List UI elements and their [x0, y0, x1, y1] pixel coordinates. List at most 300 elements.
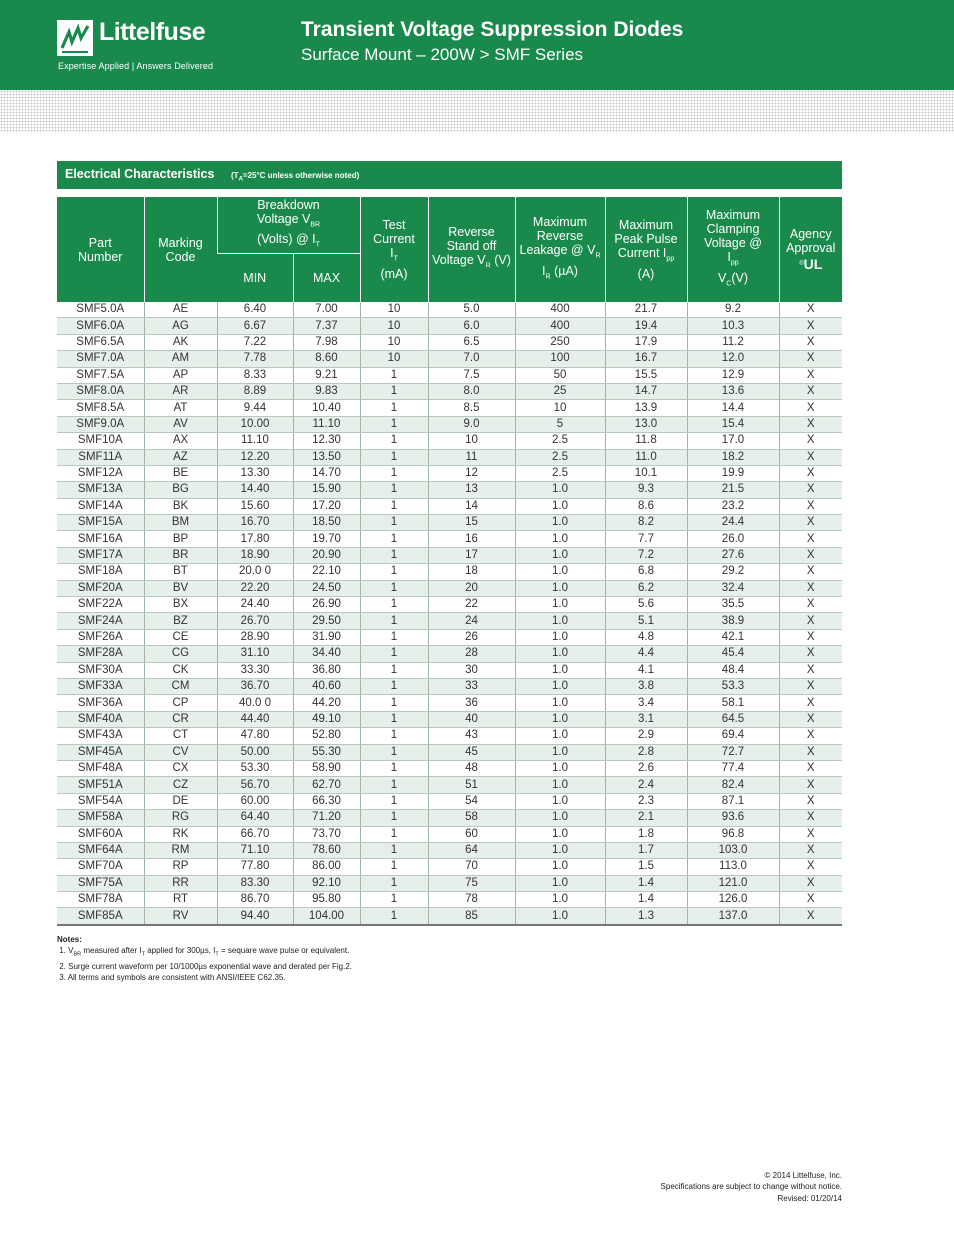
cell-test-current: 1 — [360, 908, 428, 925]
cell-clamping-voltage: 38.9 — [687, 613, 779, 629]
note-1-sub2: T — [141, 951, 145, 958]
electrical-characteristics-table — [57, 197, 842, 926]
col-leakage-line3: Leakage @ V — [519, 243, 596, 257]
cell-leakage: 1.0 — [515, 810, 605, 826]
cell-marking-code: DE — [144, 793, 217, 809]
notes — [57, 934, 352, 984]
col-clamp-line2: Clamping — [706, 222, 760, 236]
cell-leakage: 1.0 — [515, 859, 605, 875]
cell-clamping-voltage: 113.0 — [687, 859, 779, 875]
cell-leakage: 1.0 — [515, 613, 605, 629]
cell-vbr-max: 52.80 — [293, 728, 360, 744]
cell-agency: X — [779, 826, 842, 842]
col-marking-code — [144, 197, 217, 302]
col-clamp-unit: (V) — [731, 270, 749, 285]
col-peak-line2: Peak Pulse — [614, 232, 678, 247]
cell-standoff-voltage: 10 — [428, 433, 515, 449]
table-row — [57, 318, 842, 334]
col-clamp-line1: Maximum — [705, 208, 761, 222]
cell-marking-code: BM — [144, 515, 217, 531]
cell-clamping-voltage: 96.8 — [687, 826, 779, 842]
table-row — [57, 498, 842, 514]
cell-clamping-voltage: 45.4 — [687, 646, 779, 662]
cell-peak-current: 8.2 — [605, 515, 687, 531]
cell-test-current: 1 — [360, 416, 428, 432]
cell-part-number: SMF13A — [57, 482, 144, 498]
cell-clamping-voltage: 32.4 — [687, 580, 779, 596]
col-leakage-line2: Reverse — [536, 229, 584, 243]
col-test-line1: Test — [382, 218, 406, 233]
cell-leakage: 1.0 — [515, 515, 605, 531]
cell-vbr-min: 20.0 0 — [217, 564, 293, 580]
note-1-part1: 1. V — [59, 946, 74, 956]
cell-vbr-min: 6.40 — [217, 302, 293, 318]
cell-vbr-min: 66.70 — [217, 826, 293, 842]
cell-marking-code: AR — [144, 383, 217, 399]
cell-vbr-max: 17.20 — [293, 498, 360, 514]
cell-agency: X — [779, 433, 842, 449]
col-breakdown-voltage — [217, 197, 360, 254]
note-2 — [57, 961, 352, 972]
cell-vbr-max: 55.30 — [293, 744, 360, 760]
cell-test-current: 1 — [360, 842, 428, 858]
cell-clamping-voltage: 10.3 — [687, 318, 779, 334]
cell-part-number: SMF9.0A — [57, 416, 144, 432]
cell-test-current: 1 — [360, 367, 428, 383]
cell-agency: X — [779, 777, 842, 793]
cell-marking-code: CV — [144, 744, 217, 760]
table-row — [57, 646, 842, 662]
table-row — [57, 810, 842, 826]
cell-part-number: SMF78A — [57, 892, 144, 908]
col-reverse-line1: Reverse — [448, 225, 495, 240]
cell-marking-code: CK — [144, 662, 217, 678]
cell-vbr-min: 15.60 — [217, 498, 293, 514]
cell-peak-current: 9.3 — [605, 482, 687, 498]
col-clamp-sub2: C — [726, 280, 732, 287]
cell-leakage: 1.0 — [515, 564, 605, 580]
cell-agency: X — [779, 678, 842, 694]
cell-agency: X — [779, 842, 842, 858]
cell-agency: X — [779, 498, 842, 514]
cell-part-number: SMF18A — [57, 564, 144, 580]
cell-test-current: 1 — [360, 892, 428, 908]
dotted-divider — [0, 90, 954, 132]
table-row — [57, 547, 842, 563]
cell-vbr-min: 26.70 — [217, 613, 293, 629]
col-leakage-unit: (µA) — [554, 263, 578, 278]
cell-clamping-voltage: 23.2 — [687, 498, 779, 514]
cell-standoff-voltage: 28 — [428, 646, 515, 662]
condition-rest: =25°C unless otherwise noted) — [242, 171, 360, 180]
table-row — [57, 515, 842, 531]
cell-standoff-voltage: 33 — [428, 678, 515, 694]
cell-peak-current: 2.9 — [605, 728, 687, 744]
cell-peak-current: 2.8 — [605, 744, 687, 760]
cell-agency: X — [779, 383, 842, 399]
cell-part-number: SMF10A — [57, 433, 144, 449]
cell-agency: X — [779, 728, 842, 744]
col-peak-sub: pp — [666, 255, 675, 263]
cell-part-number: SMF54A — [57, 793, 144, 809]
cell-vbr-max: 20.90 — [293, 547, 360, 563]
cell-part-number: SMF11A — [57, 449, 144, 465]
cell-standoff-voltage: 16 — [428, 531, 515, 547]
table-row — [57, 482, 842, 498]
cell-vbr-min: 22.20 — [217, 580, 293, 596]
col-max-peak-pulse — [605, 197, 687, 302]
cell-marking-code: AT — [144, 400, 217, 416]
cell-test-current: 10 — [360, 334, 428, 350]
cell-clamping-voltage: 13.6 — [687, 383, 779, 399]
cell-standoff-voltage: 24 — [428, 613, 515, 629]
brand-name: Littelfuse — [99, 18, 206, 46]
cell-standoff-voltage: 8.5 — [428, 400, 515, 416]
cell-part-number: SMF33A — [57, 678, 144, 694]
cell-peak-current: 4.4 — [605, 646, 687, 662]
cell-marking-code: RM — [144, 842, 217, 858]
page-header — [0, 0, 954, 90]
cell-part-number: SMF22A — [57, 597, 144, 613]
table-row — [57, 433, 842, 449]
table-row — [57, 367, 842, 383]
cell-agency: X — [779, 744, 842, 760]
cell-vbr-min: 8.33 — [217, 367, 293, 383]
cell-agency: X — [779, 449, 842, 465]
condition-prefix: (T — [231, 171, 239, 180]
table-row — [57, 760, 842, 776]
footer-disclaimer: Specifications are subject to change without notice. — [660, 1182, 842, 1192]
table-body — [57, 302, 842, 925]
cell-vbr-max: 18.50 — [293, 515, 360, 531]
cell-leakage: 1.0 — [515, 826, 605, 842]
cell-leakage: 1.0 — [515, 498, 605, 514]
cell-agency: X — [779, 564, 842, 580]
cell-standoff-voltage: 26 — [428, 629, 515, 645]
cell-part-number: SMF8.5A — [57, 400, 144, 416]
cell-standoff-voltage: 9.0 — [428, 416, 515, 432]
cell-part-number: SMF85A — [57, 908, 144, 925]
cell-peak-current: 2.6 — [605, 760, 687, 776]
col-clamp-sub1: pp — [730, 259, 739, 267]
cell-vbr-min: 9.44 — [217, 400, 293, 416]
cell-standoff-voltage: 36 — [428, 695, 515, 711]
cell-vbr-min: 7.78 — [217, 351, 293, 367]
cell-vbr-min: 94.40 — [217, 908, 293, 925]
cell-leakage: 50 — [515, 367, 605, 383]
cell-vbr-max: 31.90 — [293, 629, 360, 645]
cell-part-number: SMF26A — [57, 629, 144, 645]
cell-vbr-max: 49.10 — [293, 711, 360, 727]
cell-marking-code: RP — [144, 859, 217, 875]
cell-standoff-voltage: 5.0 — [428, 302, 515, 318]
cell-vbr-min: 17.80 — [217, 531, 293, 547]
cell-peak-current: 2.1 — [605, 810, 687, 826]
cell-test-current: 1 — [360, 777, 428, 793]
cell-marking-code: BT — [144, 564, 217, 580]
cell-marking-code: AV — [144, 416, 217, 432]
cell-clamping-voltage: 137.0 — [687, 908, 779, 925]
cell-marking-code: BE — [144, 465, 217, 481]
cell-agency: X — [779, 515, 842, 531]
cell-vbr-min: 12.20 — [217, 449, 293, 465]
cell-test-current: 1 — [360, 695, 428, 711]
cell-test-current: 1 — [360, 793, 428, 809]
cell-clamping-voltage: 15.4 — [687, 416, 779, 432]
cell-peak-current: 1.4 — [605, 875, 687, 891]
cell-vbr-max: 9.21 — [293, 367, 360, 383]
cell-peak-current: 11.0 — [605, 449, 687, 465]
table-row — [57, 744, 842, 760]
cell-agency: X — [779, 629, 842, 645]
cell-vbr-max: 7.37 — [293, 318, 360, 334]
col-leakage-line1: Maximum — [532, 215, 588, 229]
cell-agency: X — [779, 416, 842, 432]
cell-peak-current: 1.7 — [605, 842, 687, 858]
cell-test-current: 1 — [360, 433, 428, 449]
cell-part-number: SMF28A — [57, 646, 144, 662]
cell-standoff-voltage: 6.0 — [428, 318, 515, 334]
cell-marking-code: CT — [144, 728, 217, 744]
cell-leakage: 1.0 — [515, 597, 605, 613]
cell-agency: X — [779, 351, 842, 367]
cell-marking-code: CP — [144, 695, 217, 711]
cell-part-number: SMF43A — [57, 728, 144, 744]
cell-leakage: 100 — [515, 351, 605, 367]
table-row — [57, 859, 842, 875]
cell-clamping-voltage: 12.0 — [687, 351, 779, 367]
cell-marking-code: RV — [144, 908, 217, 925]
section-title: Electrical Characteristics — [65, 167, 215, 181]
cell-clamping-voltage: 58.1 — [687, 695, 779, 711]
cell-clamping-voltage: 12.9 — [687, 367, 779, 383]
cell-standoff-voltage: 17 — [428, 547, 515, 563]
cell-leakage: 1.0 — [515, 711, 605, 727]
cell-leakage: 1.0 — [515, 629, 605, 645]
cell-peak-current: 6.2 — [605, 580, 687, 596]
cell-marking-code: AZ — [144, 449, 217, 465]
cell-agency: X — [779, 597, 842, 613]
table-row — [57, 351, 842, 367]
cell-standoff-voltage: 78 — [428, 892, 515, 908]
cell-marking-code: AK — [144, 334, 217, 350]
cell-vbr-min: 18.90 — [217, 547, 293, 563]
cell-part-number: SMF14A — [57, 498, 144, 514]
cell-part-number: SMF30A — [57, 662, 144, 678]
col-breakdown-sub2: T — [315, 241, 320, 249]
cell-test-current: 1 — [360, 646, 428, 662]
cell-clamping-voltage: 21.5 — [687, 482, 779, 498]
cell-leakage: 1.0 — [515, 662, 605, 678]
cell-standoff-voltage: 7.0 — [428, 351, 515, 367]
col-test-current — [360, 197, 428, 302]
cell-clamping-voltage: 14.4 — [687, 400, 779, 416]
cell-leakage: 1.0 — [515, 744, 605, 760]
cell-marking-code: AP — [144, 367, 217, 383]
cell-vbr-min: 6.67 — [217, 318, 293, 334]
cell-agency: X — [779, 580, 842, 596]
cell-peak-current: 3.1 — [605, 711, 687, 727]
cell-peak-current: 8.6 — [605, 498, 687, 514]
cell-vbr-min: 36.70 — [217, 678, 293, 694]
cell-test-current: 1 — [360, 515, 428, 531]
cell-leakage: 2.5 — [515, 433, 605, 449]
cell-leakage: 250 — [515, 334, 605, 350]
cell-test-current: 1 — [360, 580, 428, 596]
table-row — [57, 597, 842, 613]
cell-clamping-voltage: 72.7 — [687, 744, 779, 760]
condition-subscript: A — [238, 176, 243, 183]
table-row — [57, 662, 842, 678]
cell-standoff-voltage: 40 — [428, 711, 515, 727]
cell-test-current: 1 — [360, 383, 428, 399]
cell-leakage: 2.5 — [515, 465, 605, 481]
cell-agency: X — [779, 400, 842, 416]
cell-standoff-voltage: 64 — [428, 842, 515, 858]
table-row — [57, 302, 842, 318]
cell-standoff-voltage: 12 — [428, 465, 515, 481]
cell-standoff-voltage: 85 — [428, 908, 515, 925]
cell-vbr-max: 95.80 — [293, 892, 360, 908]
cell-leakage: 1.0 — [515, 695, 605, 711]
cell-vbr-max: 8.60 — [293, 351, 360, 367]
cell-clamping-voltage: 24.4 — [687, 515, 779, 531]
cell-leakage: 1.0 — [515, 760, 605, 776]
cell-standoff-voltage: 48 — [428, 760, 515, 776]
note-1-sub1: BR — [73, 951, 82, 958]
cell-clamping-voltage: 48.4 — [687, 662, 779, 678]
cell-part-number: SMF6.5A — [57, 334, 144, 350]
cell-agency: X — [779, 859, 842, 875]
cell-clamping-voltage: 53.3 — [687, 678, 779, 694]
cell-standoff-voltage: 70 — [428, 859, 515, 875]
cell-standoff-voltage: 45 — [428, 744, 515, 760]
cell-marking-code: RR — [144, 875, 217, 891]
table-row — [57, 383, 842, 399]
cell-agency: X — [779, 760, 842, 776]
cell-standoff-voltage: 58 — [428, 810, 515, 826]
cell-part-number: SMF7.5A — [57, 367, 144, 383]
cell-standoff-voltage: 18 — [428, 564, 515, 580]
cell-vbr-min: 8.89 — [217, 383, 293, 399]
cell-part-number: SMF75A — [57, 875, 144, 891]
cell-vbr-max: 9.83 — [293, 383, 360, 399]
cell-clamping-voltage: 121.0 — [687, 875, 779, 891]
cell-part-number: SMF7.0A — [57, 351, 144, 367]
table-row — [57, 531, 842, 547]
cell-marking-code: CE — [144, 629, 217, 645]
table-row — [57, 400, 842, 416]
cell-agency: X — [779, 531, 842, 547]
cell-peak-current: 13.9 — [605, 400, 687, 416]
cell-clamping-voltage: 19.9 — [687, 465, 779, 481]
cell-part-number: SMF24A — [57, 613, 144, 629]
cell-clamping-voltage: 17.0 — [687, 433, 779, 449]
cell-marking-code: AG — [144, 318, 217, 334]
cell-test-current: 1 — [360, 760, 428, 776]
cell-standoff-voltage: 60 — [428, 826, 515, 842]
col-max-reverse-leakage — [515, 197, 605, 302]
cell-clamping-voltage: 87.1 — [687, 793, 779, 809]
section-condition — [231, 171, 359, 183]
cell-part-number: SMF17A — [57, 547, 144, 563]
cell-vbr-max: 73.70 — [293, 826, 360, 842]
cell-test-current: 1 — [360, 728, 428, 744]
cell-peak-current: 6.8 — [605, 564, 687, 580]
cell-peak-current: 3.4 — [605, 695, 687, 711]
cell-test-current: 1 — [360, 564, 428, 580]
cell-standoff-voltage: 20 — [428, 580, 515, 596]
col-reverse-sub: R — [485, 262, 491, 270]
col-max-clamping — [687, 197, 779, 302]
col-clamp-symbol1: I — [727, 250, 731, 264]
cell-leakage: 400 — [515, 318, 605, 334]
cell-agency: X — [779, 908, 842, 925]
cell-leakage: 1.0 — [515, 678, 605, 694]
cell-standoff-voltage: 7.5 — [428, 367, 515, 383]
cell-test-current: 1 — [360, 875, 428, 891]
section-header — [57, 161, 842, 189]
cell-test-current: 10 — [360, 318, 428, 334]
cell-vbr-min: 71.10 — [217, 842, 293, 858]
cell-peak-current: 7.7 — [605, 531, 687, 547]
col-test-sub: T — [393, 255, 398, 263]
cell-vbr-min: 24.40 — [217, 597, 293, 613]
cell-part-number: SMF5.0A — [57, 302, 144, 318]
cell-vbr-max: 104.00 — [293, 908, 360, 925]
cell-peak-current: 10.1 — [605, 465, 687, 481]
note-1 — [57, 945, 352, 961]
table-row — [57, 892, 842, 908]
cell-vbr-max: 29.50 — [293, 613, 360, 629]
cell-leakage: 1.0 — [515, 908, 605, 925]
cell-marking-code: BV — [144, 580, 217, 596]
cell-clamping-voltage: 42.1 — [687, 629, 779, 645]
footer-revised: Revised: 01/20/14 — [777, 1193, 842, 1203]
cell-standoff-voltage: 11 — [428, 449, 515, 465]
cell-clamping-voltage: 64.5 — [687, 711, 779, 727]
cell-vbr-min: 28.90 — [217, 629, 293, 645]
page-subtitle: Surface Mount – 200W > SMF Series — [301, 45, 584, 64]
col-test-symbol: I — [390, 246, 394, 261]
page-footer — [661, 1170, 842, 1204]
cell-vbr-min: 40.0 0 — [217, 695, 293, 711]
col-reverse-line3: Voltage V — [432, 253, 486, 268]
col-breakdown-max: MAX — [293, 254, 360, 303]
cell-vbr-max: 92.10 — [293, 875, 360, 891]
cell-test-current: 1 — [360, 711, 428, 727]
cell-vbr-max: 19.70 — [293, 531, 360, 547]
cell-test-current: 1 — [360, 531, 428, 547]
cell-vbr-min: 13.30 — [217, 465, 293, 481]
cell-vbr-max: 15.90 — [293, 482, 360, 498]
cell-peak-current: 11.8 — [605, 433, 687, 449]
cell-part-number: SMF20A — [57, 580, 144, 596]
cell-standoff-voltage: 13 — [428, 482, 515, 498]
cell-vbr-max: 14.70 — [293, 465, 360, 481]
note-3-text: 3. All terms and symbols are consistent with ANSI/IEEE C62.35. — [59, 973, 286, 983]
cell-agency: X — [779, 318, 842, 334]
cell-test-current: 1 — [360, 465, 428, 481]
cell-clamping-voltage: 77.4 — [687, 760, 779, 776]
note-1-part4: = sequare wave pulse or equivalent. — [218, 946, 350, 956]
cell-part-number: SMF58A — [57, 810, 144, 826]
cell-leakage: 1.0 — [515, 580, 605, 596]
cell-test-current: 1 — [360, 482, 428, 498]
cell-clamping-voltage: 18.2 — [687, 449, 779, 465]
cell-vbr-min: 47.80 — [217, 728, 293, 744]
table-row — [57, 711, 842, 727]
